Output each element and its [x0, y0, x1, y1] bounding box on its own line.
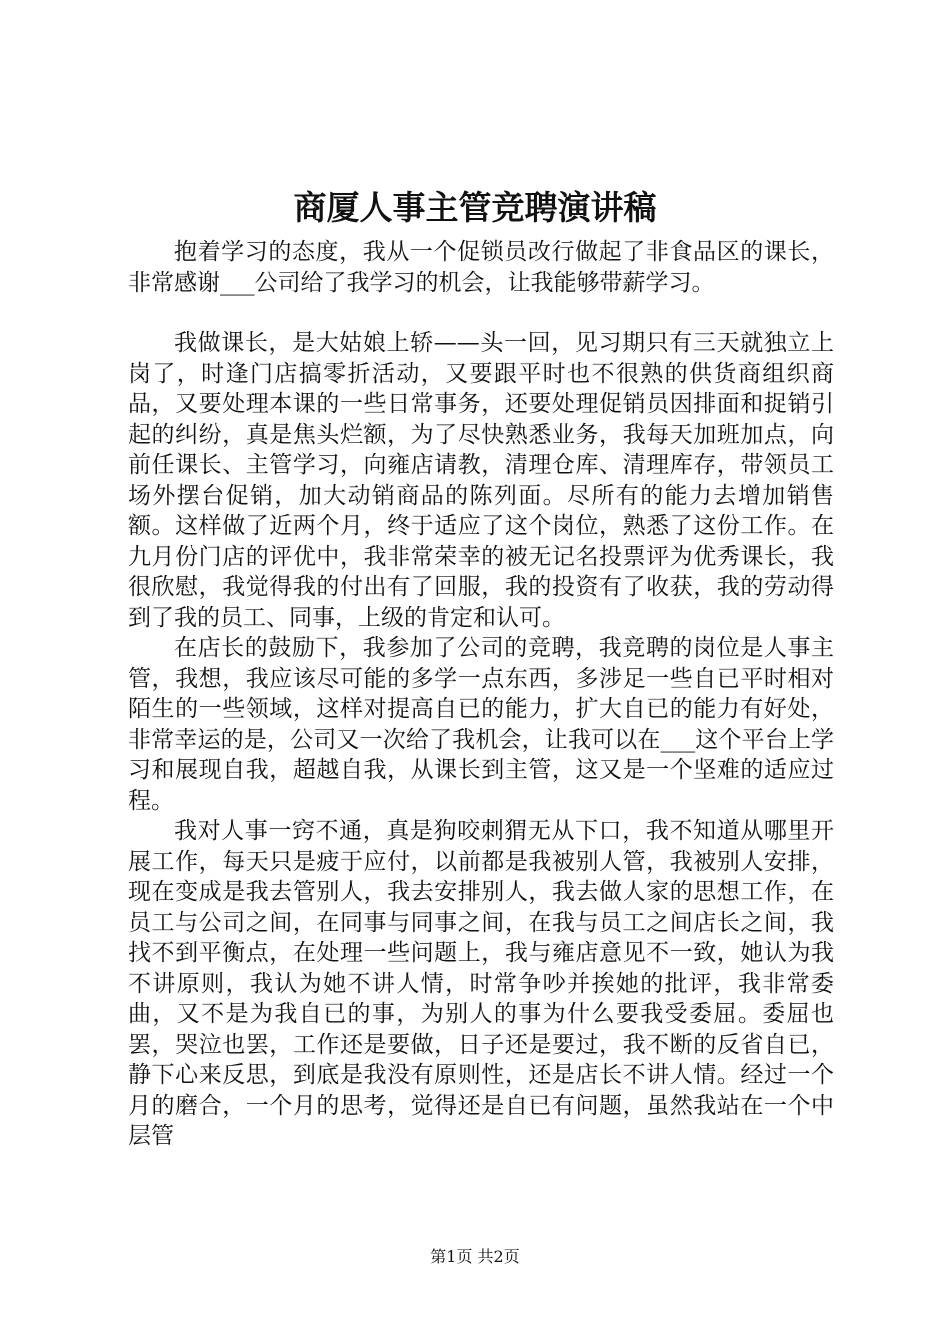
- paragraph-3: 在店长的鼓励下，我参加了公司的竞聘，我竞聘的岗位是人事主管，我想，我应该尽可能的多学一点东西，多涉足一些自已平时相对陌生的一些领域，这样对提高自已的能力，扩大自已的能力有好处，非常幸运的是，公司又一次给了我机会，让我可以在___这个平台上学习和展现自我，超越自我，从课长到主管，这又是一个坚难的适应过程。: [128, 635, 834, 814]
- paragraph-2: 我做课长，是大姑娘上轿——头一回，见习期只有三天就独立上岗了，时逢门店搞零折活动，又要跟平时也不很熟的供货商组织商品，又要处理本课的一些日常事务，还要处理促销员因排面和捉销引起的纠纷，真是焦头烂额，为了尽快熟悉业务，我每天加班加点，向前任课长、主管学习，向雍店请教，清理仓库、清理库存，带领员工场外摆台促销，加大动销商品的陈列面。尽所有的能力去增加销售额。这样做了近两个月，终于适应了这个岗位，熟悉了这份工作。在九月份门店的评优中，我非常荣幸的被无记名投票评为优秀课长，我很欣慰，我觉得我的付出有了回服，我的投资有了收获，我的劳动得到了我的员工、同事，上级的肯定和认可。: [128, 330, 834, 631]
- paragraph-1: 抱着学习的态度，我从一个促锁员改行做起了非食品区的课长，非常感谢___公司给了我学习的机会，让我能够带薪学习。: [128, 239, 834, 296]
- document-body: [128, 237, 834, 1152]
- document-title: 商厦人事主管竞聘演讲稿: [293, 188, 657, 227]
- page-footer: 第1页 共2页: [430, 1247, 520, 1266]
- paragraph-4: 我对人事一窍不通，真是狗咬刺猬无从下口，我不知道从哪里开展工作，每天只是疲于应付，以前都是我被别人管，我被别人安排，现在变成是我去管别人，我去安排别人，我去做人家的思想工作，在员工与公司之间，在同事与同事之间，在我与员工之间店长之间，我找不到平衡点，在处理一些问题上，我与雍店意见不一致，她认为我不讲原则，我认为她不讲人情，时常争吵并挨她的批评，我非常委曲，又不是为我自已的事，为别人的事为什么要我受委屈。委屈也罢，哭泣也罢，工作还是要做，日子还是要过，我不断的反省自已，静下心来反思，到底是我没有原则性，还是店长不讲人情。经过一个月的磨合，一个月的思考，觉得还是自已有问题，虽然我站在一个中层管: [128, 818, 834, 1149]
